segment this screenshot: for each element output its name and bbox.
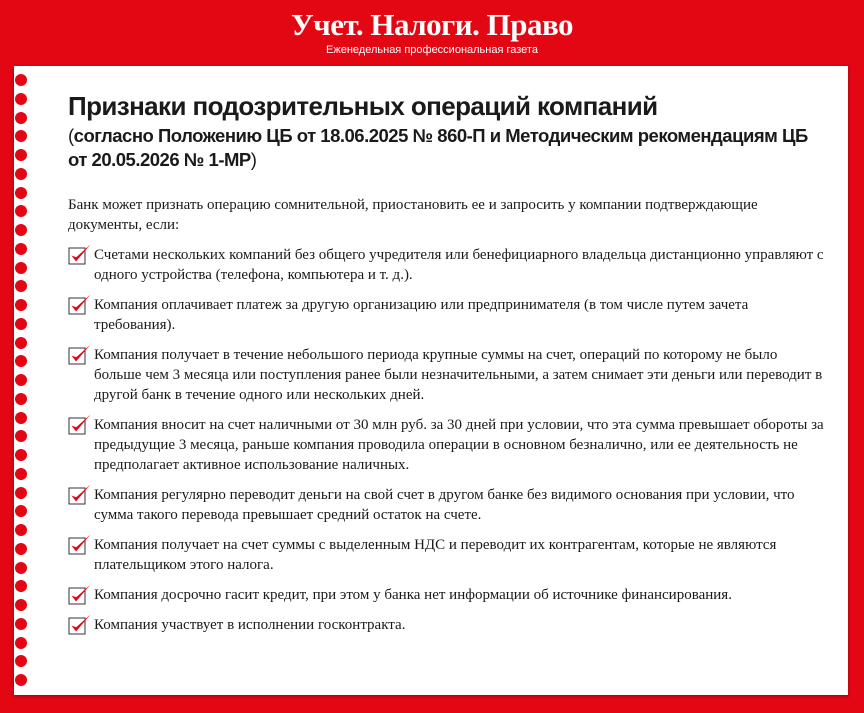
criteria-item-text: Счетами нескольких компаний без общего учредителя или бенефициарного владельца дистанционно управляют с одного устройства (телефона, компьютера и т. д.).: [94, 247, 824, 283]
binding-hole-icon: [15, 224, 27, 236]
binding-hole-icon: [15, 374, 27, 386]
subtitle-open-paren: (: [68, 125, 74, 146]
binding-hole-icon: [15, 449, 27, 461]
binding-hole-icon: [15, 93, 27, 105]
binding-hole-icon: [15, 674, 27, 686]
binding-hole-icon: [15, 337, 27, 349]
checkbox-checkmark-icon: [68, 413, 93, 437]
newspaper-title: Учет. Налоги. Право: [291, 7, 573, 42]
binding-hole-icon: [15, 487, 27, 499]
binding-hole-icon: [15, 393, 27, 405]
binding-hole-icon: [15, 318, 27, 330]
checkbox-checkmark-icon: [68, 613, 93, 637]
criteria-list: [68, 245, 828, 635]
notebook-binding: [14, 74, 30, 684]
binding-hole-icon: [15, 412, 27, 424]
subtitle-text: согласно Положению ЦБ от 18.06.2025 № 860-П и Методическим рекомендациям ЦБ от 20.05.2026 № 1-МР: [68, 125, 808, 170]
binding-hole-icon: [15, 524, 27, 536]
criteria-item-text: Компания получает в течение небольшого периода крупные суммы на счет, операций по которому не было больше чем 3 месяца или поступления ранее были незначительными, а затем снимает эти деньги или переводит в другой банк в течение одного или нескольких дней.: [94, 347, 823, 403]
binding-hole-icon: [15, 618, 27, 630]
binding-hole-icon: [15, 130, 27, 142]
criteria-item-text: Компания участвует в исполнении госконтракта.: [94, 617, 406, 633]
criteria-item-text: Компания вносит на счет наличными от 30 млн руб. за 30 дней при условии, что эта сумма превышает обороты за предыдущие 3 месяца, раньше компания проводила операции в основном безналично, или ее деятельность не предполагает активное использование наличных.: [94, 417, 824, 473]
criteria-item: [68, 615, 828, 635]
subtitle-close-paren: ): [250, 149, 257, 170]
criteria-item-text: Компания досрочно гасит кредит, при этом у банка нет информации об источнике финансирования.: [94, 587, 732, 603]
criteria-item: [68, 485, 828, 525]
criteria-item-text: Компания получает на счет суммы с выделенным НДС и переводит их контрагентам, которые не являются плательщиком этого налога.: [94, 537, 777, 573]
binding-hole-icon: [15, 655, 27, 667]
binding-hole-icon: [15, 168, 27, 180]
binding-hole-icon: [15, 187, 27, 199]
criteria-item: [68, 415, 828, 475]
article-content: [68, 90, 828, 645]
binding-hole-icon: [15, 599, 27, 611]
criteria-item: [68, 245, 828, 285]
article-title: Признаки подозрительных операций компаний: [68, 91, 658, 121]
binding-hole-icon: [15, 149, 27, 161]
binding-hole-icon: [15, 280, 27, 292]
binding-hole-icon: [15, 205, 27, 217]
criteria-item-text: Компания оплачивает платеж за другую организацию или предпринимателя (в том числе путем зачета требования).: [94, 297, 749, 333]
article-subtitle: [68, 124, 828, 172]
binding-hole-icon: [15, 243, 27, 255]
criteria-item-text: Компания регулярно переводит деньги на свой счет в другом банке без видимого основания при условии, что сумма такого перевода превышает средний остаток на счете.: [94, 487, 795, 523]
checkbox-checkmark-icon: [68, 483, 93, 507]
masthead: [0, 0, 864, 66]
criteria-item: [68, 295, 828, 335]
checkbox-checkmark-icon: [68, 583, 93, 607]
checkbox-checkmark-icon: [68, 533, 93, 557]
checkbox-checkmark-icon: [68, 343, 93, 367]
checkbox-checkmark-icon: [68, 293, 93, 317]
binding-hole-icon: [15, 505, 27, 517]
binding-hole-icon: [15, 74, 27, 86]
binding-hole-icon: [15, 430, 27, 442]
article-intro: Банк может признать операцию сомнительной, приостановить ее и запросить у компании подтверждающие документы, если:: [68, 197, 758, 233]
binding-hole-icon: [15, 637, 27, 649]
criteria-item: [68, 345, 828, 405]
newspaper-subtitle: Еженедельная профессиональная газета: [326, 44, 538, 56]
binding-hole-icon: [15, 355, 27, 367]
binding-hole-icon: [15, 562, 27, 574]
criteria-item: [68, 585, 828, 605]
binding-hole-icon: [15, 112, 27, 124]
binding-hole-icon: [15, 262, 27, 274]
checkbox-checkmark-icon: [68, 243, 93, 267]
binding-hole-icon: [15, 468, 27, 480]
binding-hole-icon: [15, 299, 27, 311]
binding-hole-icon: [15, 580, 27, 592]
criteria-item: [68, 535, 828, 575]
binding-hole-icon: [15, 543, 27, 555]
